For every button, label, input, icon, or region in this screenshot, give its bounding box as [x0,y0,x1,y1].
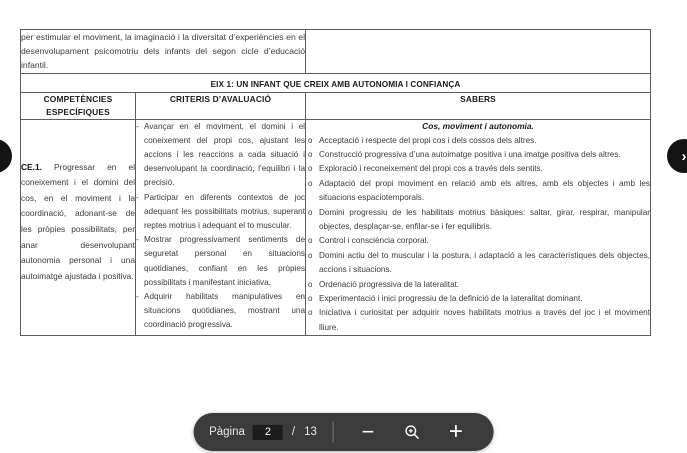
zoom-controls-group [346,413,478,451]
eix-banner-label: EIX 1: UN INFANT QUE CREIX AMB AUTONOMIA I CONFIANÇA [210,79,461,89]
zoom-reset-magnifier-icon[interactable] [401,421,423,443]
viewer-toolbar [193,413,494,451]
sabers-subtitle: Cos, moviment i autonomia. [422,120,534,131]
header-criteris-label: CRITERIS D’AVALUACIÓ [169,93,272,104]
list-item: o Domini actiu del to muscular i la postura, i adaptació a les característiques dels objectes, accions i situacions. [306,249,650,278]
list-item: - Participar en diferents contextos de joc adequant les possibilitats motrius, superant reptes motrius i adequant el to muscular. [136,191,305,234]
list-item: o Iniciativa i curiositat per adquirir noves habilitats motrius a través del joc i el moviment lliure. [306,306,650,335]
competencia-code: CE.1. [21,161,42,172]
chevron-right-icon: › [681,147,687,165]
sabers-cell [306,119,651,336]
page-number-input[interactable] [253,425,283,440]
list-item: o Exploració i reconeixement del propi cos a través dels sentits. [306,162,650,176]
criteris-list [136,120,305,333]
magnifier-plus-icon [403,424,420,441]
criteris-cell [136,119,306,336]
list-item: o Experimentació i inici progressiu de la definició de la lateralitat dominant. [306,292,650,306]
list-item: o Construcció progressiva d’una autoimatge positiva i una imatge positiva dels altres. [306,148,650,162]
document-page [20,29,650,336]
eix-banner-cell [21,73,651,92]
table-row-intro [21,30,651,74]
header-sabers-cell [306,92,651,119]
list-item: - Mostrar progressivament sentiments de seguretat personal en situacions quotidianes, confiant en les pròpies possibilitats i manifestant iniciativa. [136,233,305,290]
list-item: o Ordenació progressiva de la lateralitat. [306,278,650,292]
header-competencies-label: COMPETÈNCIES ESPECÍFIQUES [43,93,113,117]
header-competencies-cell [21,92,136,119]
next-page-arrow-icon[interactable] [667,139,687,173]
header-criteris-cell [136,92,306,119]
total-pages-label: 13 [304,426,317,438]
competencia-block [21,120,135,285]
list-item: - Avançar en el moviment, el domini i el coneixement del propi cos, ajustant les accions i les reaccions a cada situació i desenvolupant la coordinació, l’equilibri i la precisió. [136,120,305,191]
page-navigation-group [209,413,331,451]
table-row-content [21,119,651,336]
zoom-in-icon[interactable]: + [448,418,463,445]
intro-cell [21,30,306,74]
intro-empty-cell [306,30,651,74]
toolbar-divider [333,421,334,443]
list-item: o Acceptació i respecte del propi cos i dels cossos dels altres. [306,134,650,148]
list-item: o Adaptació del propi moviment en relació amb els altres, amb els objectes i amb les situacions espaciotemporals. [306,177,650,206]
header-sabers-label: SABERS [460,93,496,104]
list-item: o Control i consciència corporal. [306,234,650,248]
zoom-out-icon[interactable]: − [361,419,375,444]
table-row-headers [21,92,651,119]
competencia-text: Progressar en el coneixement i el domini del cos, en el moviment i la coordinació, adonant-se de les pròpies possibilitats, per anar desenvolupant autonomia personal i una autoimatge ajustada i positiva. [21,161,135,281]
list-item: o Domini progressiu de les habilitats motrius bàsiques: saltar, girar, respirar, manipular objectes, desplaçar-se, enfilar-se i fer equilibris. [306,206,650,235]
intro-paragraph: per estimular el moviment, la imaginació i la diversitat d’experiències en el desenvolupament psicomotriu dels infants del segon cicle d’educació infantil. [21,32,305,71]
page-label: Pàgina [209,426,245,438]
sabers-list [306,134,650,336]
list-item: - Adquirir habilitats manipulatives en situacions quotidianes, mostrant una coordinació progressiva. [136,290,305,333]
curriculum-table [20,29,651,336]
competencies-cell [21,119,136,336]
previous-page-arrow-icon[interactable] [0,139,12,173]
page-separator: / [291,426,296,438]
table-row-eix-banner [21,73,651,92]
